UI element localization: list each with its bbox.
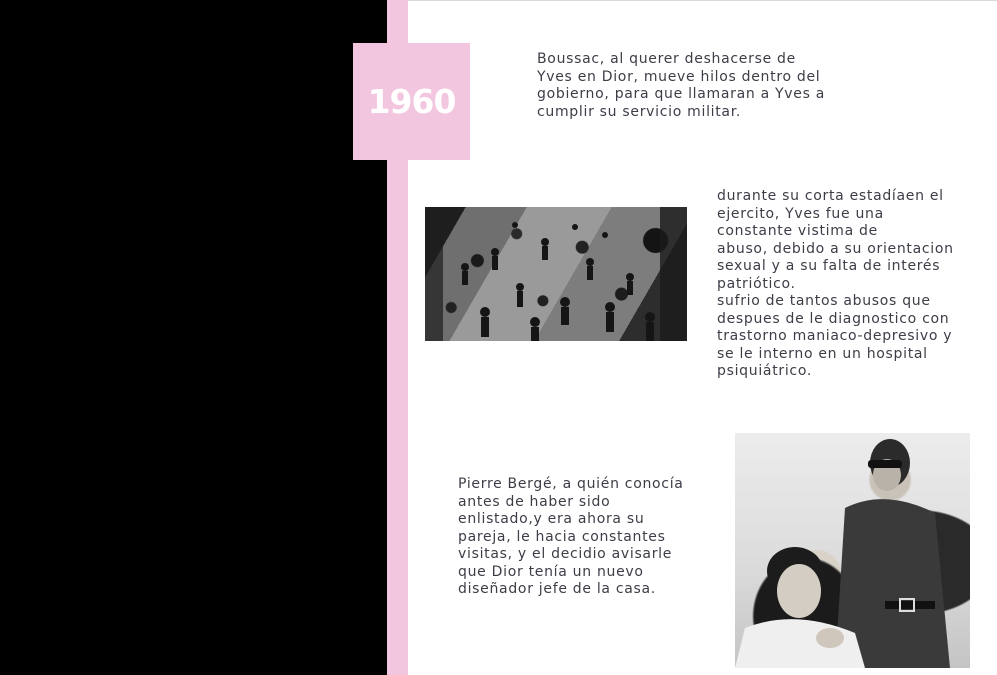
left-black-panel (0, 0, 387, 675)
portrait-photo-illustration (735, 433, 970, 668)
paragraph-military-service: Boussac, al querer deshacerse de Yves en Dior, mueve hilos dentro del gobierno, para que llamaran a Yves a cumplir su servicio militar. (537, 51, 826, 120)
year-badge (353, 43, 470, 160)
crowd-photo-illustration (425, 207, 687, 341)
paragraph-army-abuse: durante su corta estadíaen el ejercito, Yves fue una constante vistima de abuso, debido a su orientacion sexual y a su falta de interés patriótico. sufrio de tantos abusos que despues de le diagnostico con trastorno maniaco-depresivo y se le interno en un hospital psiquiátrico. (717, 188, 954, 379)
year-label: 1960 (367, 82, 456, 121)
paragraph-pierre-berge: Pierre Bergé, a quién conocía antes de haber sido enlistado,y era ahora su pareja, le hacia constantes visitas, y el decidio avisarle que Dior tenía un nuevo diseñador jefe de la casa. (458, 476, 684, 597)
top-divider (408, 0, 997, 1)
crowd-soldiers-photo (425, 207, 687, 341)
two-men-portrait-photo (735, 433, 970, 668)
